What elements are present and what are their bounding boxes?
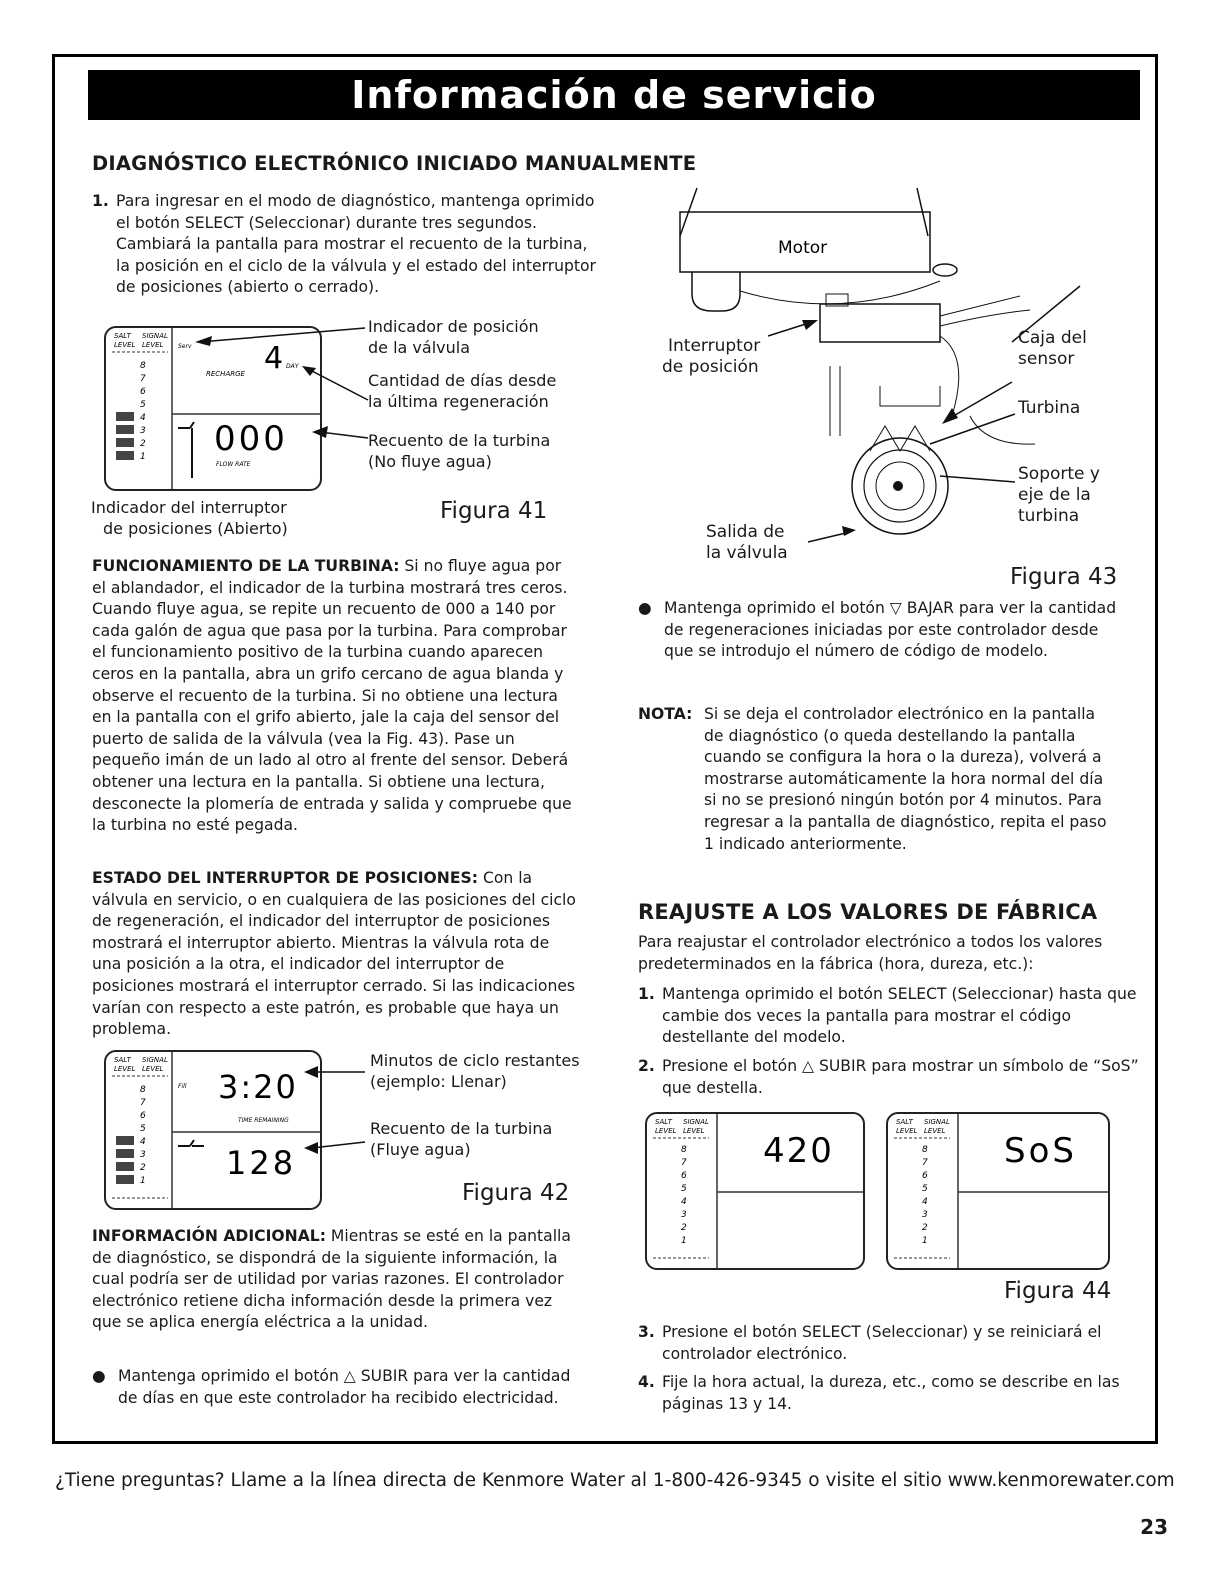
time-digits: 3:20 xyxy=(218,1068,298,1106)
flow-label: FLOW RATE xyxy=(216,461,251,468)
fig42-callout-2: Recuento de la turbina (Fluye agua) xyxy=(370,1119,553,1159)
svg-text:7: 7 xyxy=(922,1158,928,1168)
svg-text:5: 5 xyxy=(681,1184,687,1194)
svg-text:7: 7 xyxy=(140,1098,146,1108)
svg-text:7: 7 xyxy=(681,1158,687,1168)
fig43-soporte-label: Soporte y eje de la turbina xyxy=(1018,464,1100,526)
svg-text:5: 5 xyxy=(140,1124,146,1134)
level-label-2: LEVEL xyxy=(142,341,164,349)
serv-label: Serv xyxy=(178,343,192,350)
svg-text:6: 6 xyxy=(140,387,146,397)
fig41-bottom-callout: Indicador del interruptor de posiciones (Abierto) xyxy=(91,498,288,538)
svg-text:6: 6 xyxy=(681,1171,687,1181)
reset-step-3: 3. Presione el botón SELECT (Seleccionar) y se reiniciará el controlador electrónico. xyxy=(638,1323,1102,1363)
svg-text:LEVEL: LEVEL xyxy=(683,1127,705,1135)
fig43-interruptor-label: Interruptor de posición xyxy=(662,336,761,377)
signal-label: SIGNAL xyxy=(142,332,168,340)
svg-text:LEVEL: LEVEL xyxy=(142,1065,164,1073)
reset-intro: Para reajustar el controlador electrónico a todos los valores predeterminados en la fábrica (hora, dureza, etc.): xyxy=(638,933,1103,973)
svg-text:LEVEL: LEVEL xyxy=(924,1127,946,1135)
svg-text:LEVEL: LEVEL xyxy=(114,1065,136,1073)
svg-text:4: 4 xyxy=(681,1197,687,1207)
lcd-model-code: 420 xyxy=(763,1131,834,1171)
lcd-figure-44-b xyxy=(886,1112,1110,1270)
step-1-diagnostico xyxy=(92,191,601,299)
turbine-count-digits: 000 xyxy=(214,419,288,459)
step-number: 1. xyxy=(92,192,109,210)
salt-label: SALT xyxy=(114,332,131,340)
svg-text:3: 3 xyxy=(140,426,146,436)
svg-text:6: 6 xyxy=(922,1171,928,1181)
svg-text:3: 3 xyxy=(140,1150,146,1160)
page-number: 23 xyxy=(1140,1515,1168,1539)
turbine-heading: FUNCIONAMIENTO DE LA TURBINA: xyxy=(92,557,400,575)
figure-41-label: Figura 41 xyxy=(440,498,548,524)
lcd-figure-44-a xyxy=(645,1112,865,1270)
fill-label: Fill xyxy=(178,1083,187,1090)
fig42-callout-1: Minutos de ciclo restantes (ejemplo: Llenar) xyxy=(370,1051,580,1091)
bullet-dot: ● xyxy=(92,1367,106,1385)
time-remaining-label: TIME REMAINING xyxy=(238,1117,289,1124)
reset-step-1: 1. Mantenga oprimido el botón SELECT (Seleccionar) hasta que cambie dos veces la pantalla para mostrar el código destellante del modelo. xyxy=(638,985,1137,1047)
reset-step-2: 2. Presione el botón △ SUBIR para mostrar un símbolo de “SoS” que destella. xyxy=(638,1057,1139,1097)
svg-text:SALT: SALT xyxy=(896,1118,913,1126)
switch-state-paragraph: ESTADO DEL INTERRUPTOR DE POSICIONES: Con la válvula en servicio, o en cualquiera de las posiciones del ciclo de regeneración, el indicador del interruptor de posiciones mostrará el interruptor abierto. Mientras la válvula rota de una posición a la otra, el indicador del interruptor de posiciones mostrará el interruptor cerrado. Si las indicaciones varían con respecto a este patrón, es probable que haya un problema. xyxy=(92,869,576,1039)
digit-day: 4 xyxy=(264,341,284,376)
figure-44-label: Figura 44 xyxy=(1004,1278,1112,1304)
svg-text:8: 8 xyxy=(140,1085,146,1095)
section-title-diagnostico: DIAGNÓSTICO ELECTRÓNICO INICIADO MANUALMENTE xyxy=(92,152,697,175)
fig43-turbina-label: Turbina xyxy=(1018,398,1081,418)
fig41-arrows xyxy=(190,320,370,470)
svg-text:8: 8 xyxy=(681,1145,687,1155)
switch-heading: ESTADO DEL INTERRUPTOR DE POSICIONES: xyxy=(92,869,478,887)
svg-text:7: 7 xyxy=(140,374,146,384)
bullet-subir: ● Mantenga oprimido el botón △ SUBIR para ver la cantidad de días en que este controlador ha recibido electricidad. xyxy=(92,1367,571,1407)
fig42-arrows xyxy=(290,1060,370,1160)
additional-paragraph: INFORMACIÓN ADICIONAL: Mientras se esté en la pantalla de diagnóstico, se dispondrá de la siguiente información, la cual podría ser de utilidad por varias razones. El controlador electrónico retiene dicha información desde la primera vez que se aplica energía eléctrica a la unidad. xyxy=(92,1227,571,1332)
svg-text:3: 3 xyxy=(922,1210,928,1220)
turbine-count-digits-flowing: 128 xyxy=(226,1144,297,1182)
svg-text:2: 2 xyxy=(140,1163,146,1173)
svg-text:2: 2 xyxy=(681,1223,687,1233)
svg-text:5: 5 xyxy=(140,400,146,410)
figure-43-label: Figura 43 xyxy=(1010,564,1118,590)
lcd-sos-symbol: SoS xyxy=(1004,1131,1077,1171)
svg-text:4: 4 xyxy=(140,1137,146,1147)
bullet-dot: ● xyxy=(638,599,652,617)
svg-text:SALT: SALT xyxy=(114,1056,131,1064)
svg-text:2: 2 xyxy=(140,439,146,449)
svg-text:LEVEL: LEVEL xyxy=(896,1127,918,1135)
svg-text:SIGNAL: SIGNAL xyxy=(924,1118,950,1126)
note-paragraph: NOTA: Si se deja el controlador electrónico en la pantalla de diagnóstico (o queda destellando la pantalla cuando se configura la hora o la dureza), volverá a mostrarse automáticamente la hora normal del día si no se presionó ningún botón por 4 minutos. Para regresar a la pantalla de diagnóstico, repita el paso 1 indicado anteriormente. xyxy=(638,704,1123,855)
fig43-caja-label: Caja del sensor xyxy=(1018,328,1087,369)
bullet-bajar: ● Mantenga oprimido el botón ▽ BAJAR para ver la cantidad de regeneraciones iniciadas por este controlador desde que se introdujo el número de código de modelo. xyxy=(638,599,1117,661)
motor-label: Motor xyxy=(778,238,828,258)
svg-text:1: 1 xyxy=(681,1236,687,1246)
svg-text:5: 5 xyxy=(922,1184,928,1194)
level-label: LEVEL xyxy=(114,341,136,349)
svg-text:3: 3 xyxy=(681,1210,687,1220)
svg-text:4: 4 xyxy=(922,1197,928,1207)
fig41-callout-1: Indicador de posición de la válvula xyxy=(368,317,539,357)
fig41-callout-3: Recuento de la turbina (No fluye agua) xyxy=(368,431,551,471)
svg-text:8: 8 xyxy=(922,1145,928,1155)
footer-contact: ¿Tiene preguntas? Llame a la línea directa de Kenmore Water al 1-800-426-9345 o visite el sitio www.kenmorewater.com xyxy=(55,1470,1175,1491)
svg-text:8: 8 xyxy=(140,361,146,371)
svg-text:1: 1 xyxy=(140,452,146,462)
recharge-label: RECHARGE xyxy=(206,370,245,378)
svg-text:6: 6 xyxy=(140,1111,146,1121)
day-label: DAY xyxy=(286,363,299,370)
svg-text:2: 2 xyxy=(922,1223,928,1233)
step-text: Para ingresar en el modo de diagnóstico, mantenga oprimido el botón SELECT (Seleccionar) durante tres segundos. Cambiará la pantalla para mostrar el recuento de la turbina, la posición en el ciclo de la válvula y el estado del interruptor de posiciones (abierto o cerrado). xyxy=(116,192,596,297)
page-banner: Información de servicio xyxy=(88,70,1140,120)
svg-text:SIGNAL: SIGNAL xyxy=(683,1118,709,1126)
additional-heading: INFORMACIÓN ADICIONAL: xyxy=(92,1227,326,1245)
fig43-salida-label: Salida de la válvula xyxy=(706,522,788,563)
svg-text:SIGNAL: SIGNAL xyxy=(142,1056,168,1064)
figure-42-label: Figura 42 xyxy=(462,1180,570,1206)
svg-text:1: 1 xyxy=(140,1176,146,1186)
svg-text:SALT: SALT xyxy=(655,1118,672,1126)
svg-text:LEVEL: LEVEL xyxy=(655,1127,677,1135)
note-label: NOTA: xyxy=(638,705,693,723)
section-title-reajuste: REAJUSTE A LOS VALORES DE FÁBRICA xyxy=(638,900,1098,924)
turbine-paragraph: FUNCIONAMIENTO DE LA TURBINA: Si no fluye agua por el ablandador, el indicador de la turbina mostrará tres ceros. Cuando fluye agua, se repite un recuento de 000 a 140 por cada galón de agua que pasa por la turbina. Para comprobar el funcionamiento positivo de la turbina cuando aparecen ceros en la pantalla, abra un grifo cercano de agua blanda y observe el recuento de la turbina. Si no obtiene una lectura en la pantalla con el grifo abierto, jale la caja del sensor del puerto de salida de la válvula (vea la Fig. 43). Pase un pequeño imán de un lado al otro al frente del sensor. Deberá obtener una lectura en la pantalla. Si obtiene una lectura, desconecte la plomería de entrada y salida y compruebe que la turbina no esté pegada. xyxy=(92,557,572,835)
reset-step-4: 4. Fije la hora actual, la dureza, etc., como se describe en las páginas 13 y 14. xyxy=(638,1373,1120,1413)
svg-text:4: 4 xyxy=(140,413,146,423)
fig41-callout-2: Cantidad de días desde la última regeneración xyxy=(368,371,557,411)
svg-text:1: 1 xyxy=(922,1236,928,1246)
